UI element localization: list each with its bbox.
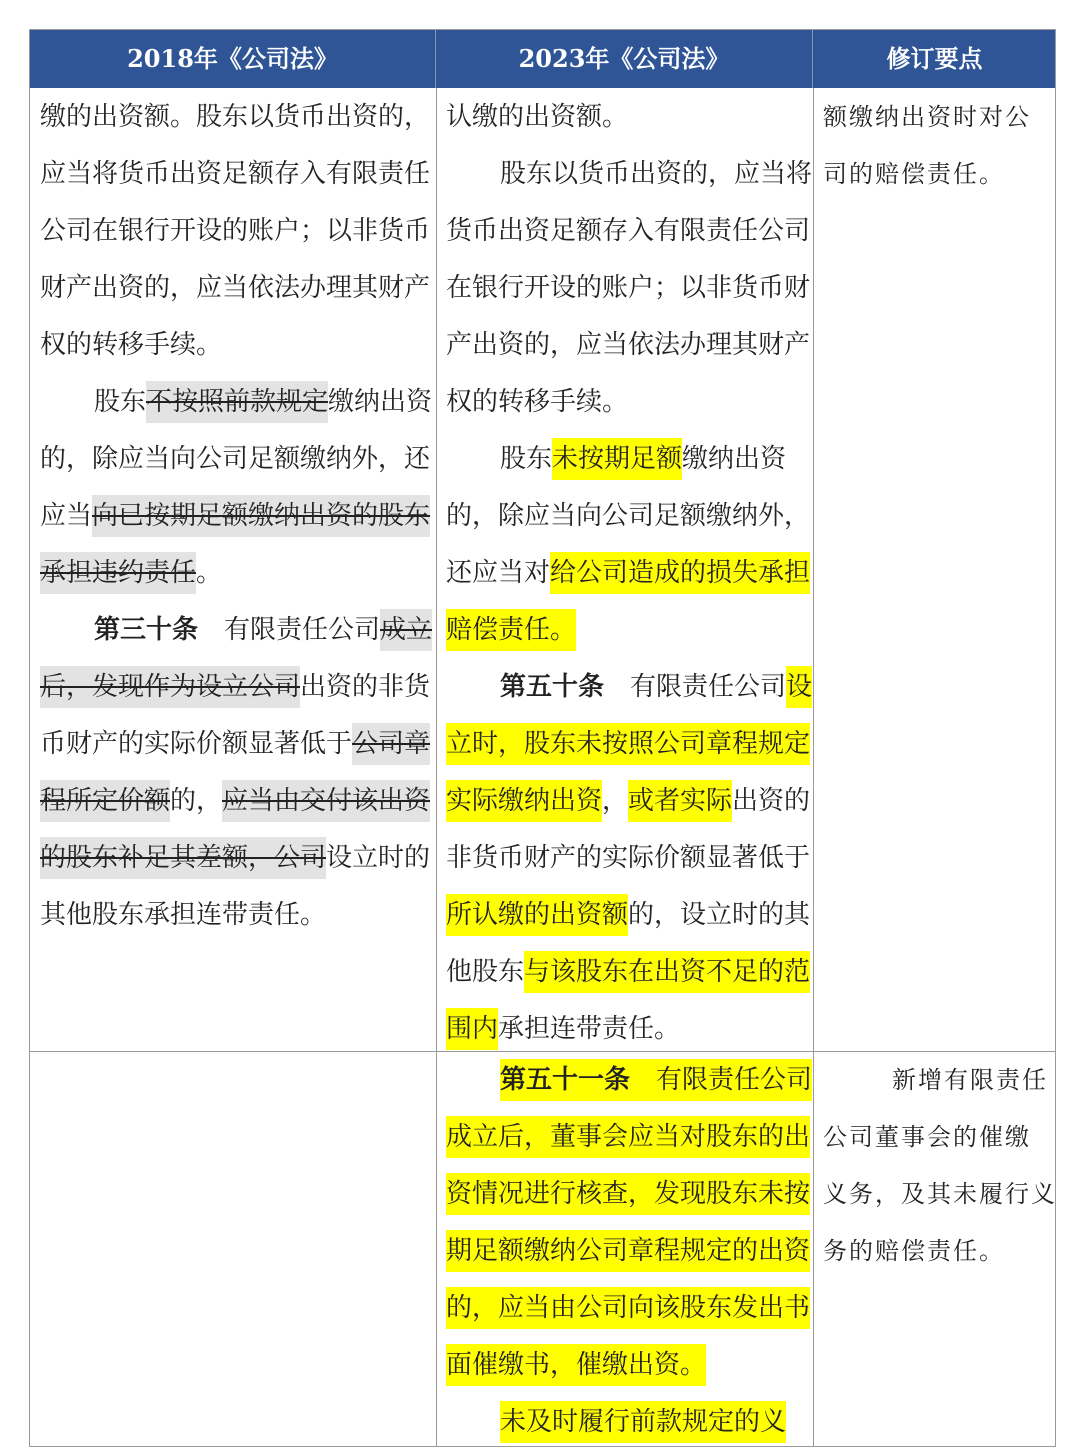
header-2018-law: 2018年《公司法》: [30, 30, 436, 88]
text: 应当: [40, 501, 93, 531]
highlighted-text: [500, 1059, 812, 1101]
highlighted-text: 实际缴纳出资: [446, 780, 602, 822]
deleted-text: 公司章: [352, 723, 430, 765]
text-line: 的，除应当向公司足额缴纳外，: [446, 501, 811, 531]
text-line: 公司董事会的催缴: [823, 1123, 1031, 1151]
text-line: 新增有限责任: [892, 1066, 1048, 1094]
row2-revision-note-cell: [823, 1052, 1057, 1280]
text-line: 公司在银行开设的账户；以非货币: [40, 216, 431, 246]
comparison-table: [29, 29, 1056, 1447]
table-header: [30, 30, 1055, 88]
text-line: [446, 545, 811, 602]
text-line: 额缴纳出资时对公: [823, 103, 1031, 131]
highlighted-text: 面催缴书，催缴出资。: [446, 1344, 706, 1386]
text-line: [446, 1166, 811, 1223]
text-line: 在银行开设的账户；以非货币财: [446, 273, 811, 303]
text: 设立时的: [326, 843, 431, 873]
text: 的，设立时的其: [628, 900, 811, 930]
row1-revision-note-cell: [823, 89, 1048, 203]
text-line: [446, 1052, 813, 1109]
text-line: 务的赔偿责任。: [823, 1237, 1005, 1265]
highlighted-text: 给公司造成的损失承担: [550, 552, 810, 594]
text-line: [40, 830, 431, 887]
text: 。: [196, 558, 223, 588]
header-revision-points: 修订要点: [886, 44, 983, 73]
text-line: [446, 431, 805, 488]
highlighted-text: 与该股东在出资不足的范: [524, 951, 810, 993]
text-line: 义务，及其未履行义: [823, 1180, 1057, 1208]
deleted-text: 后，发现: [40, 666, 144, 708]
header-2023-law: 2023年《公司法》: [436, 30, 813, 88]
highlighted-text: 设: [786, 666, 812, 708]
text: 还应当对: [446, 558, 551, 588]
highlighted-text: 围内: [446, 1008, 498, 1050]
highlighted-text: 或者实际: [628, 780, 732, 822]
deleted-text: 不按照前款规定: [146, 381, 328, 423]
text: 出资的非货: [300, 672, 431, 702]
deleted-text: 程所定价额: [40, 780, 170, 822]
text-line: [446, 1223, 811, 1280]
text-line: 其他股东承担连带责任。: [40, 900, 327, 930]
text-line: [40, 716, 431, 773]
text-line: [446, 659, 813, 716]
text-line: 股东以货币出资的，应当将: [500, 159, 813, 189]
highlighted-text: 成立后，董事会应当对股东的出: [446, 1116, 810, 1158]
text-line: 认缴的出资额。: [446, 102, 629, 132]
text-line: 缴的出资额。股东以货币出资的，: [40, 102, 431, 132]
text: 有限责任公司: [656, 1065, 813, 1095]
highlighted-text: 期足额缴纳公司章程规定的出资: [446, 1230, 810, 1272]
text: 缴纳出资: [682, 444, 787, 474]
text-line: 货币出资足额存入有限责任公司: [446, 216, 811, 246]
text-line: [40, 773, 431, 830]
text: 他股东: [446, 957, 525, 987]
deleted-text: 作为设立公司: [144, 666, 300, 708]
highlighted-text: 资情况进行核查，发现股东未按: [446, 1173, 810, 1215]
deleted-text: 承担违约责任: [40, 552, 196, 594]
article-number: 第五十条: [500, 672, 605, 702]
highlighted-text: 未按期足额: [552, 438, 682, 480]
row1-old-law-cell: [40, 89, 433, 944]
text-line: [446, 773, 811, 830]
text-line: 权的转移手续。: [40, 330, 223, 360]
text-line: [446, 944, 811, 1001]
row2-new-law-cell: [446, 1052, 813, 1451]
text-line: 产出资的，应当依法办理其财产: [446, 330, 811, 360]
text: 股东: [500, 444, 553, 474]
text: 股东: [94, 387, 147, 417]
text-line: [446, 1109, 811, 1166]
deleted-text: 应当由交付该出资: [222, 780, 430, 822]
text-line: 应当将货币出资足额存入有限责任: [40, 159, 431, 189]
text-line: 权的转移手续。: [446, 387, 629, 417]
text-line: [446, 1280, 811, 1337]
highlighted-text: 所认缴的出资额: [446, 894, 628, 936]
highlighted-text: 的，应当由公司向该股东发出书: [446, 1287, 810, 1329]
text-line: [40, 488, 431, 545]
text: 的，: [170, 786, 223, 816]
deleted-text: 成立: [380, 609, 432, 651]
text-line: [446, 887, 811, 944]
text-line: 非货币财产的实际价额显著低于: [446, 843, 811, 873]
row1-new-law-cell: [446, 89, 813, 1058]
text: ，: [602, 786, 629, 816]
text-line: [446, 1001, 805, 1058]
article-number: 第三十条: [94, 615, 199, 645]
text-line: [446, 1337, 805, 1394]
text-line: [446, 602, 805, 659]
highlighted-text: 立时，股东未按照公司章程规定: [446, 723, 810, 765]
text-line: 司的赔偿责任。: [823, 160, 1005, 188]
text-line: [446, 1394, 805, 1451]
text-line: 财产出资的，应当依法办理其财产: [40, 273, 431, 303]
text: 出资的: [732, 786, 811, 816]
text: 有限责任公司: [630, 672, 787, 702]
text-line: [40, 659, 431, 716]
deleted-text: 的股东补足其差额，公司: [40, 837, 326, 879]
text-line: [40, 545, 428, 602]
text: 币财产的实际价额显著低于: [40, 729, 353, 759]
highlighted-text: 未及时履行前款规定的义: [500, 1401, 786, 1443]
text: 有限责任公司: [224, 615, 381, 645]
column-divider: [436, 88, 437, 1447]
text-line: [40, 374, 433, 431]
highlighted-text: 赔偿责任。: [446, 609, 576, 651]
text: 承担连带责任。: [498, 1014, 681, 1044]
text-line: 的，除应当向公司足额缴纳外，还: [40, 444, 431, 474]
deleted-text: 向已按期足额缴纳出资的股东: [92, 495, 430, 537]
text-line: [40, 602, 433, 659]
column-divider: [813, 88, 814, 1447]
text: 缴纳出资: [328, 387, 433, 417]
text-line: [446, 716, 811, 773]
article-number: 第五十一条: [500, 1065, 631, 1095]
